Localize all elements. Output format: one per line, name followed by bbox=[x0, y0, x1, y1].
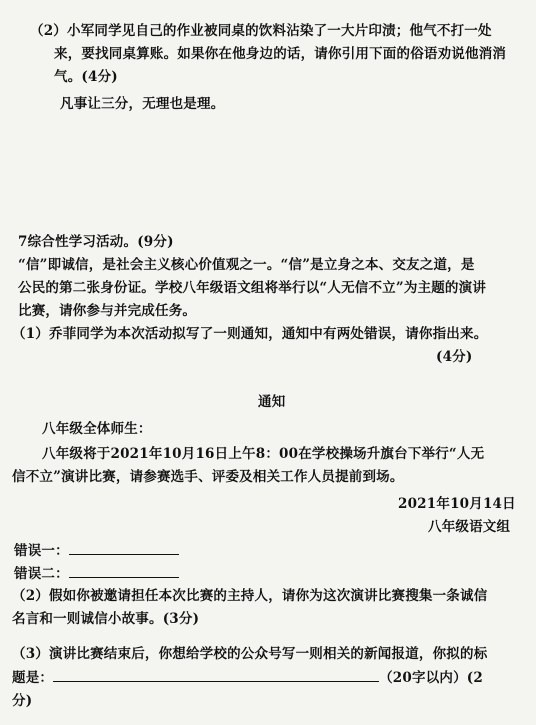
error-two-label: 错误二： bbox=[14, 566, 69, 582]
error-two-row bbox=[14, 564, 179, 583]
q2-line-3: 气。(4分) bbox=[54, 69, 118, 85]
q2-line-1: （2）小军同学见自己的作业被同桌的饮料沾染了一大片印渍；他气不打一处 bbox=[30, 23, 492, 39]
q7-sub1-line-1: （1）乔菲同学为本次活动拟写了一则通知，通知中有两处错误，请你指出来。 bbox=[12, 326, 488, 342]
q7-sub3-line-2 bbox=[12, 668, 483, 687]
q7-intro-line-3: 比赛，请你参与并完成任务。 bbox=[18, 303, 197, 319]
notice-salutation: 八年级全体师生： bbox=[42, 421, 152, 437]
notice-date: 2021年10月14日 bbox=[398, 496, 516, 512]
q2-line-2: 来，要找同桌算账。如果你在他身边的话，请你引用下面的俗语劝说他消消 bbox=[54, 46, 507, 62]
q7-sub3-line-3: 分) bbox=[12, 693, 33, 709]
q7-sub3-suffix: （20字以内）(2 bbox=[379, 670, 483, 686]
notice-body-line-1: 八年级将于2021年10月16日上午8：00在学校操场升旗台下举行“人无 bbox=[42, 446, 485, 462]
notice-title: 通知 bbox=[258, 394, 286, 410]
headline-blank[interactable] bbox=[53, 668, 379, 682]
q7-intro-line-1: “信”即诚信，是社会主义核心价值观之一。“信”是立身之本、交友之道，是 bbox=[18, 257, 475, 273]
error-one-blank[interactable] bbox=[69, 541, 179, 555]
error-one-row bbox=[14, 541, 179, 560]
q7-sub2-line-1: （2）假如你被邀请担任本次比赛的主持人，请你为这次演讲比赛搜集一条诚信 bbox=[12, 588, 488, 604]
q7-intro-line-2: 公民的第二张身份证。学校八年级语文组将举行以“人无信不立”为主题的演讲 bbox=[18, 280, 487, 296]
q7-sub1-score: (4分) bbox=[436, 349, 473, 365]
q7-sub3-line-1: （3）演讲比赛结束后，你想给学校的公众号写一则相关的新闻报道，你拟的标 bbox=[12, 646, 488, 662]
q2-proverb: 凡事让三分，无理也是理。 bbox=[60, 96, 225, 112]
error-two-blank[interactable] bbox=[69, 564, 179, 578]
q7-sub2-line-2: 名言和一则诚信小故事。(3分) bbox=[12, 611, 200, 627]
error-one-label: 错误一： bbox=[14, 543, 69, 559]
q7-heading: 7综合性学习活动。(9分) bbox=[18, 234, 174, 250]
notice-signer: 八年级语文组 bbox=[428, 519, 511, 535]
q7-sub3-prefix: 题是： bbox=[12, 670, 54, 686]
notice-body-line-2: 信不立”演讲比赛，请参赛选手、评委及相关工作人员提前到场。 bbox=[12, 469, 404, 485]
